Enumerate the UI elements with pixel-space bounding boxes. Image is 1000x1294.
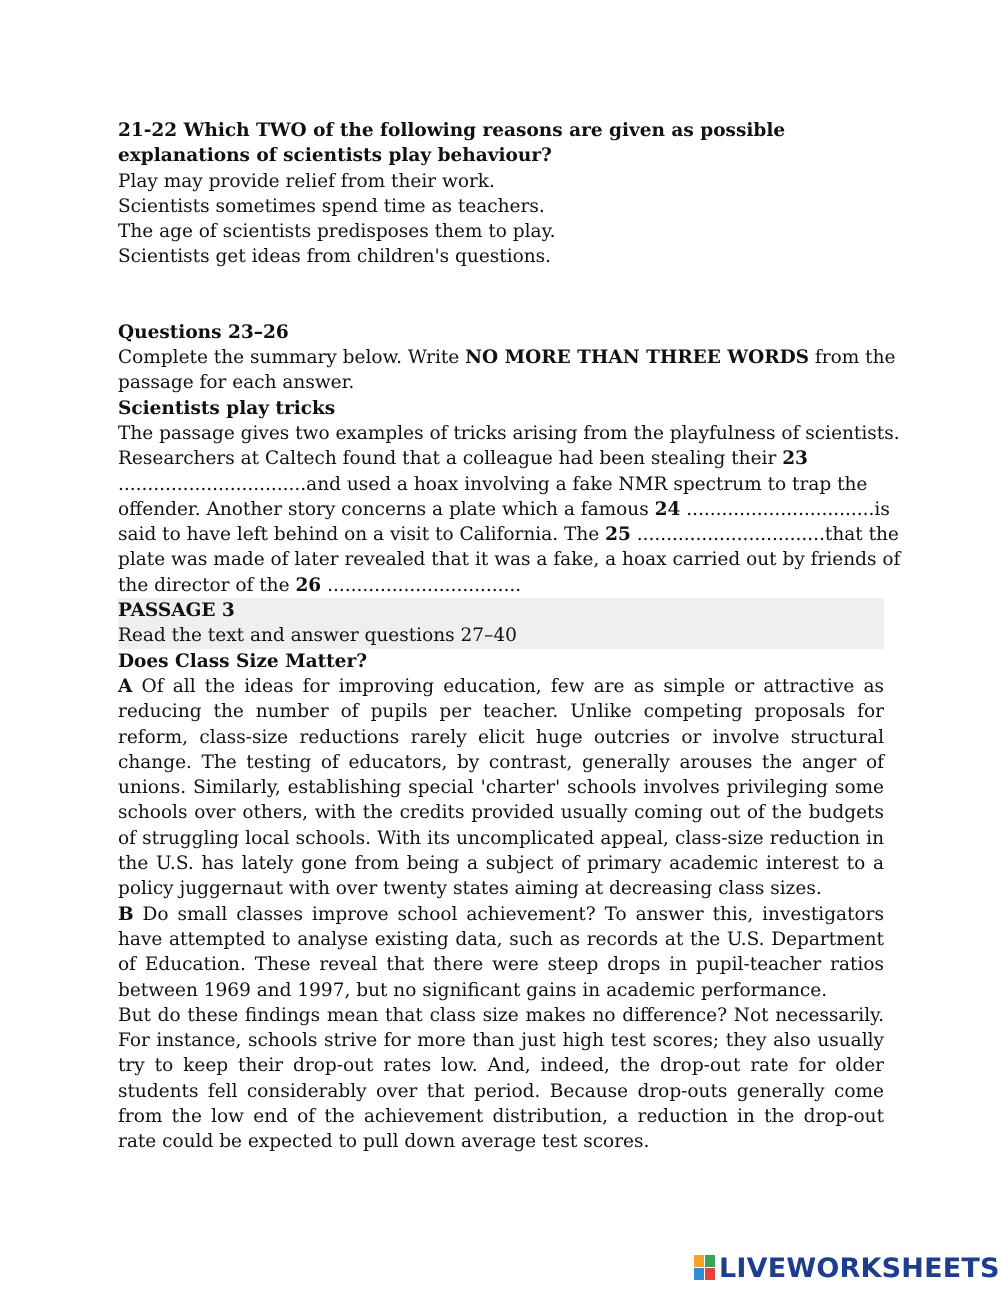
paragraph-b-continued: But do these findings mean that class size makes no difference? Not necessarily. For instance, schools strive for more than just high test scores; they also usually try to keep their drop-out rates low. And, indeed, the drop-out rate for older students fell considerably over that period. Because drop-outs generally come from the low end of the achievement distribution, a reduction in the drop-out rate could be expected to pull down average test scores. bbox=[118, 1004, 884, 1153]
option-4[interactable]: Scientists get ideas from children's questions. bbox=[118, 246, 552, 268]
worksheet-page bbox=[118, 118, 901, 1155]
paragraph-a: A Of all the ideas for improving education, few are as simple or attractive as reducing the number of pupils per teacher. Unlike competing proposals for reform, class-size reductions rarely elicit huge outcries or involve structural change. The testing of educators, by contrast, generally arouses the anger of unions. Similarly, establishing special 'charter' schools involves privileging some schools over others, with the credits provided usually coming out of the budgets of struggling local schools. With its uncomplicated appeal, class-size reduction in the U.S. has lately gone from being a subject of primary academic interest to a policy juggernaut with over twenty states aiming at decreasing class sizes. bbox=[118, 675, 884, 900]
q23-26-instruction-line2: passage for each answer. bbox=[118, 372, 355, 394]
gap-number-25: 25 bbox=[605, 524, 631, 546]
answer-blank-25[interactable]: ................................that the bbox=[630, 524, 899, 546]
answer-blank-23[interactable]: ................................and used a hoax involving a fake NMR spectrum to trap the bbox=[118, 473, 868, 495]
option-2[interactable]: Scientists sometimes spend time as teachers. bbox=[118, 195, 545, 217]
passage-3-instruction: Read the text and answer questions 27–40 bbox=[118, 625, 517, 647]
answer-blank-24[interactable]: ................................is bbox=[680, 498, 890, 520]
answer-blank-26[interactable]: ................................. bbox=[321, 574, 522, 596]
q21-22-options bbox=[118, 169, 884, 270]
q21-22-heading: 21-22 Which TWO of the following reasons are given as possible explanations of scientists play behaviour? bbox=[118, 120, 786, 167]
paragraph-b: B Do small classes improve school achievement? To answer this, investigators have attempted to analyse existing data, such as records at the U.S. Department of Education. These reveal that there were steep drops in pupil-teacher ratios between 1969 and 1997, but no significant gains in academic performance. bbox=[118, 903, 884, 1001]
passage-3-heading: PASSAGE 3 bbox=[118, 600, 235, 622]
q23-26-heading: Questions 23–26 bbox=[118, 321, 289, 343]
gap-number-23: 23 bbox=[782, 448, 808, 470]
passage-3-title: Does Class Size Matter? bbox=[118, 650, 368, 672]
liveworksheets-logo-icon bbox=[694, 1255, 716, 1281]
liveworksheets-logo: LIVEWORKSHEETS bbox=[694, 1252, 1000, 1284]
gap-number-26: 26 bbox=[295, 574, 322, 596]
passage-3-header bbox=[118, 598, 884, 649]
summary-title: Scientists play tricks bbox=[118, 397, 336, 419]
summary-text: The passage gives two examples of tricks arising from the playfulness of scientists. Researchers at Caltech found that a colleague had been stealing their 23 ................................and used a hoax involving a fake NMR spectrum to trap the offender. Another story concerns a plate which a famous 24 ................................is said to have left behind on a visit to California. The 25 ................................that the plate was made of later revealed that it was a fake, a hoax carried out by friends of the director of the 26 ................................. bbox=[118, 422, 901, 596]
option-1[interactable]: Play may provide relief from their work. bbox=[118, 170, 495, 192]
option-3[interactable]: The age of scientists predisposes them to play. bbox=[118, 221, 556, 243]
q23-26-instruction: Complete the summary below. Write NO MORE THAN THREE WORDS from the bbox=[118, 347, 896, 369]
gap-number-24: 24 bbox=[654, 498, 681, 520]
